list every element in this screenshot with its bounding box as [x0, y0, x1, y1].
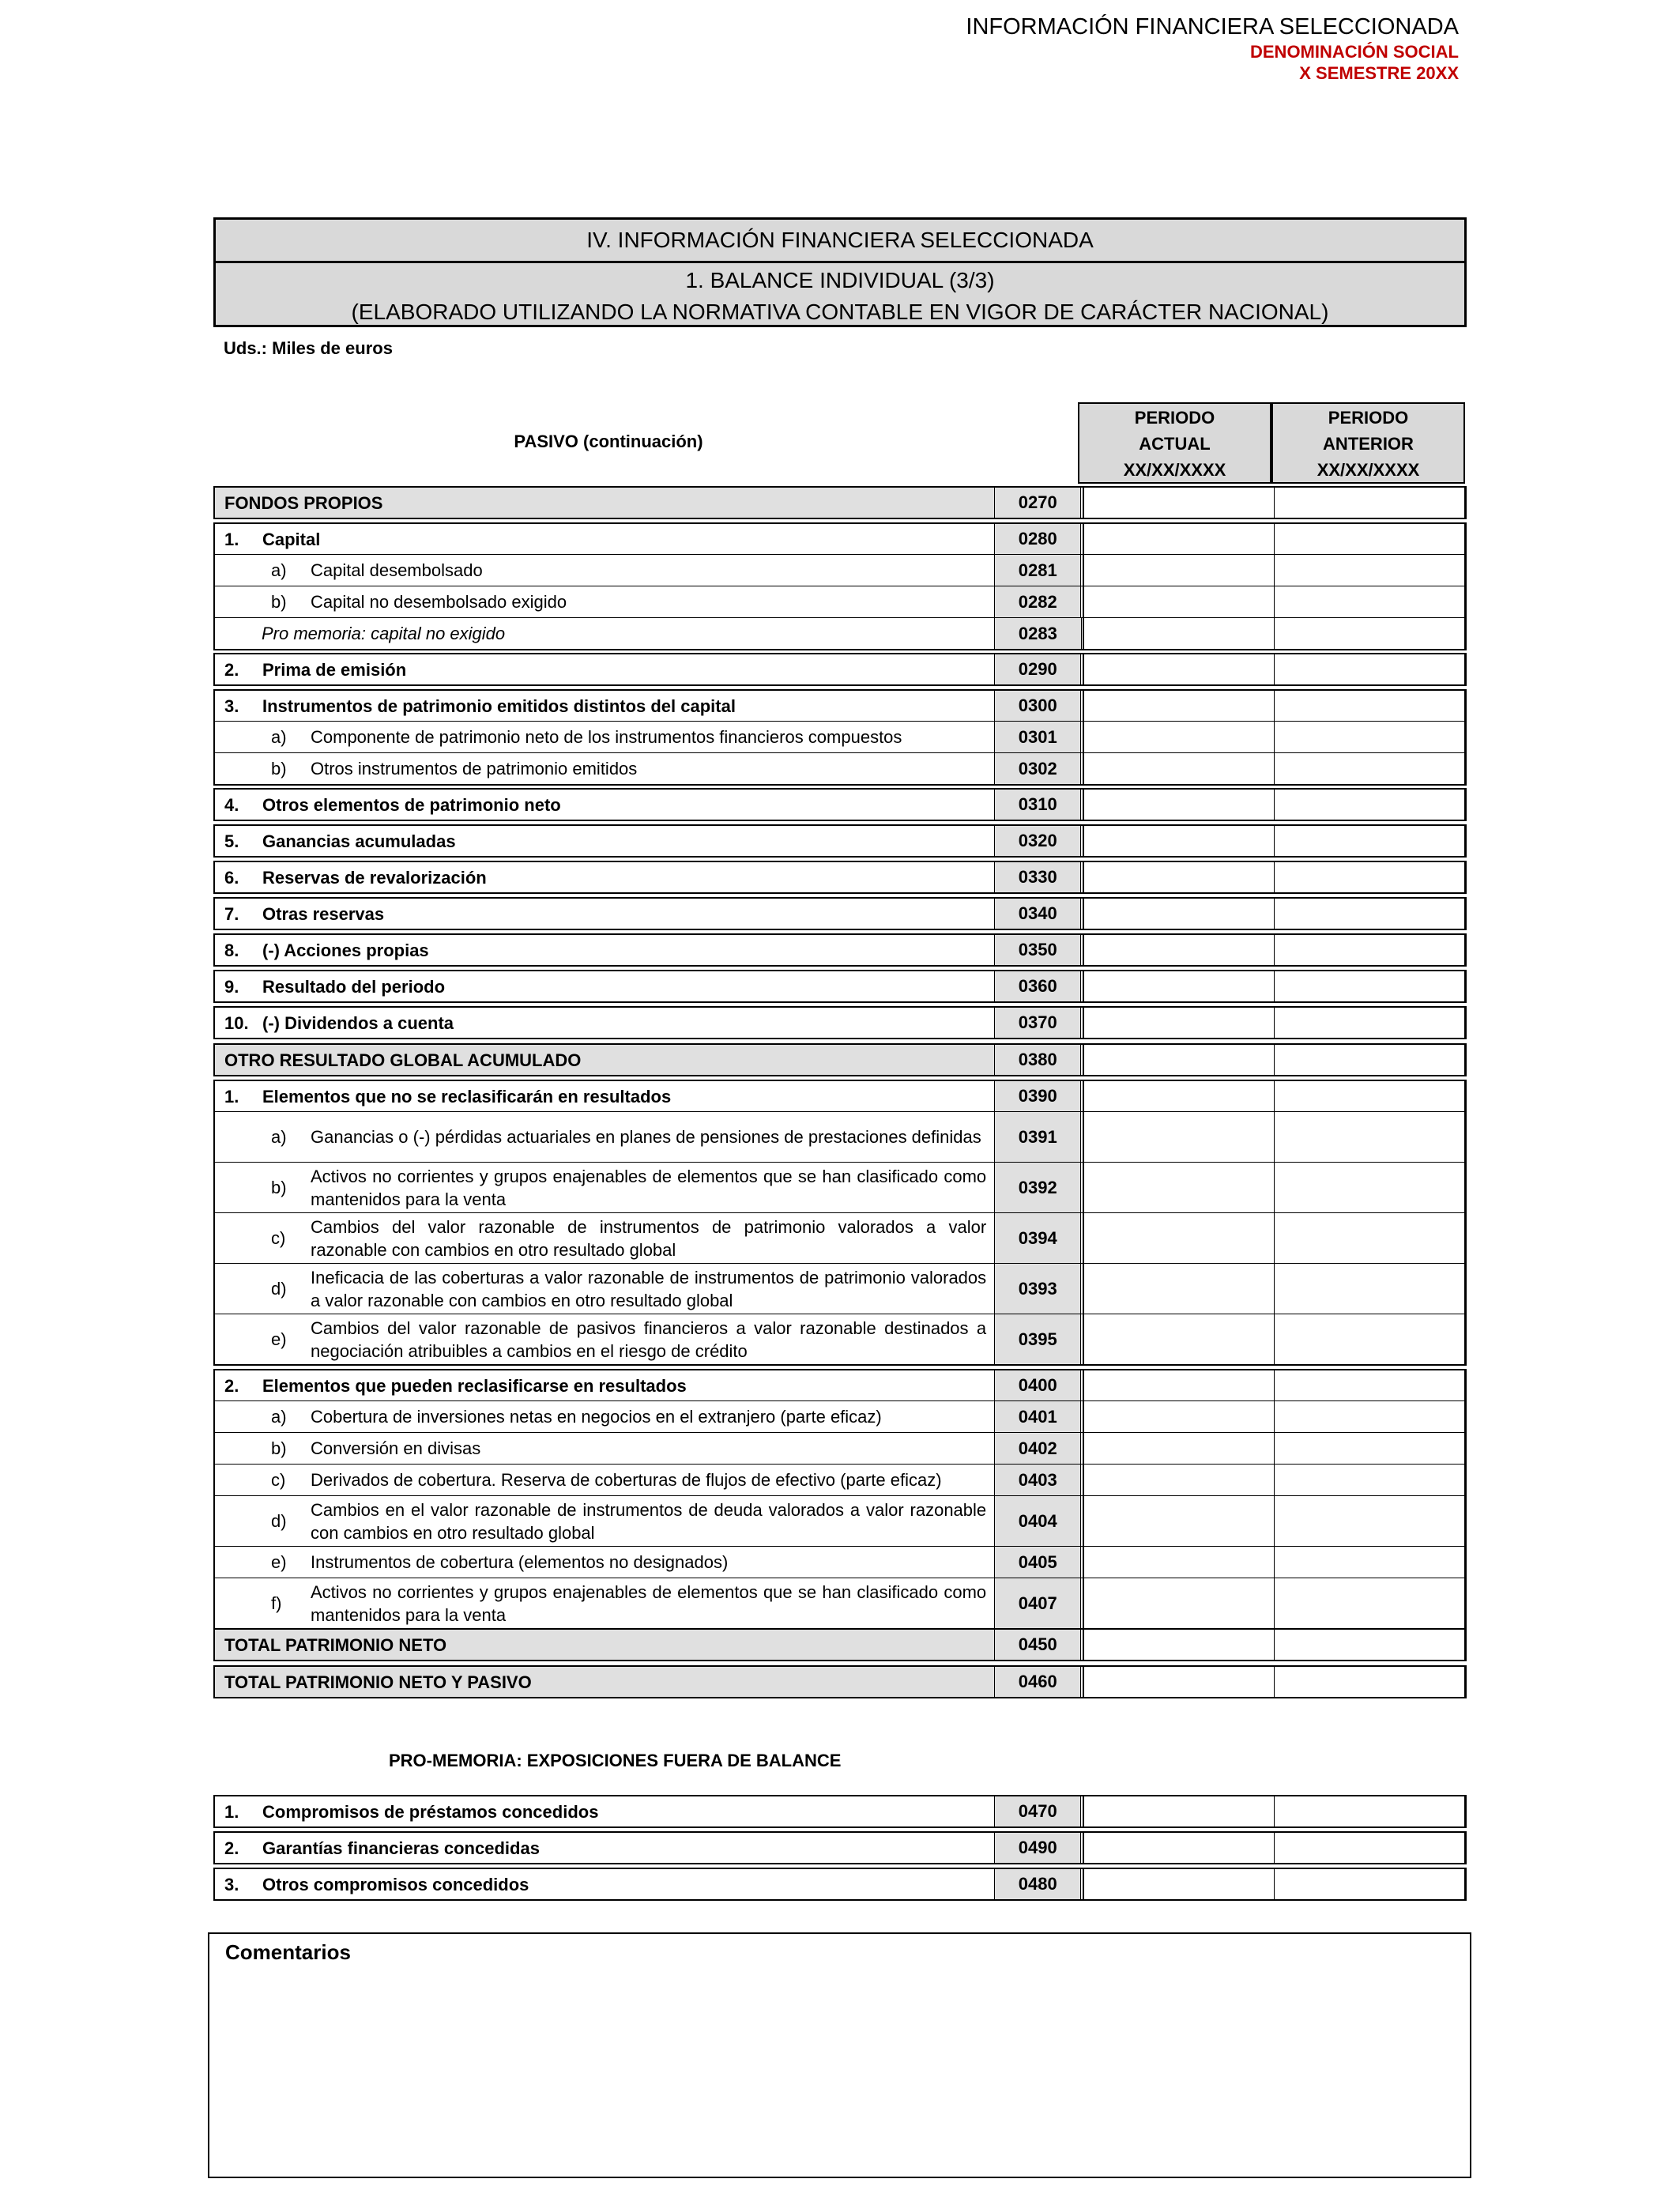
row-code: 0470: [994, 1796, 1081, 1826]
value-cell-anterior[interactable]: [1275, 862, 1465, 892]
table-row: [215, 721, 1465, 752]
table-group: [213, 897, 1467, 930]
row-code: 0401: [994, 1401, 1081, 1432]
value-cell-anterior[interactable]: [1275, 1869, 1465, 1899]
row-label-cell: [215, 1667, 994, 1697]
row-label-cell: [215, 790, 994, 820]
row-label-cell: [215, 654, 994, 684]
page-header: [966, 13, 1459, 84]
row-label: Activos no corrientes y grupos enajenables de elementos que se han clasificado como mantenidos para la venta: [311, 1166, 987, 1209]
row-label-cell: [215, 524, 994, 554]
table-row: [215, 554, 1465, 586]
section-label: PASIVO (continuación): [514, 432, 703, 451]
row-sub-letter: e): [271, 1552, 287, 1572]
value-cell-actual[interactable]: [1083, 1008, 1274, 1038]
row-label: Resultado del periodo: [262, 976, 446, 997]
value-cell-anterior[interactable]: [1275, 1314, 1465, 1364]
row-code: 0330: [994, 862, 1081, 892]
header-period: X SEMESTRE 20XX: [1299, 63, 1459, 83]
table-group: [213, 1628, 1467, 1661]
value-cell-actual[interactable]: [1083, 1370, 1274, 1400]
value-cell-actual[interactable]: [1083, 862, 1274, 892]
value-cell-anterior[interactable]: [1275, 1081, 1465, 1111]
row-label: Componente de patrimonio neto de los instrumentos financieros compuestos: [311, 727, 902, 747]
value-cell-actual[interactable]: [1083, 555, 1274, 586]
row-code: 0320: [994, 826, 1081, 856]
row-label: Cambios en el valor razonable de instrumentos de deuda valorados a valor razonable con cambios en otro resultado global: [311, 1499, 987, 1543]
table-row: [215, 1212, 1465, 1263]
table-row: [215, 1667, 1465, 1697]
value-cell-anterior[interactable]: [1275, 1401, 1465, 1432]
row-number: 10.: [224, 1012, 249, 1033]
form-title-line2: 1. BALANCE INDIVIDUAL (3/3): [685, 268, 995, 292]
row-code: 0300: [994, 691, 1081, 721]
value-cell-anterior[interactable]: [1275, 1045, 1465, 1075]
value-cell-actual[interactable]: [1083, 1314, 1274, 1364]
row-label: OTRO RESULTADO GLOBAL ACUMULADO: [224, 1050, 582, 1070]
table-row: [215, 1370, 1465, 1400]
row-label: Ganancias acumuladas: [262, 831, 456, 851]
row-sub-letter: e): [271, 1329, 287, 1349]
row-code: 0280: [994, 524, 1081, 554]
row-label: Otros elementos de patrimonio neto: [262, 794, 561, 815]
row-label: FONDOS PROPIOS: [224, 492, 383, 513]
row-label-cell: [215, 1869, 994, 1899]
value-cell-anterior[interactable]: [1275, 1264, 1465, 1314]
value-cell-actual[interactable]: [1083, 1112, 1274, 1162]
row-code: 0302: [994, 753, 1081, 784]
table-row: [215, 1111, 1465, 1162]
table-row: [215, 1833, 1465, 1863]
value-cell-actual[interactable]: [1083, 1796, 1274, 1826]
row-code: 0370: [994, 1008, 1081, 1038]
value-cell-actual[interactable]: [1083, 1578, 1274, 1628]
row-label: Instrumentos de cobertura (elementos no designados): [311, 1552, 729, 1572]
row-label-cell: [215, 1547, 994, 1578]
table-row: [215, 1578, 1465, 1628]
row-label: Ganancias o (-) pérdidas actuariales en planes de pensiones de prestaciones definidas: [311, 1127, 981, 1147]
row-label-cell: [215, 722, 994, 752]
value-cell-anterior[interactable]: [1275, 488, 1465, 518]
row-label-cell: [215, 1314, 994, 1364]
value-cell-anterior[interactable]: [1275, 1433, 1465, 1464]
row-label: Reservas de revalorización: [262, 867, 487, 888]
table-row: [215, 1546, 1465, 1578]
column-header-anterior-line: PERIODO: [1328, 408, 1409, 428]
form-title-sub: [216, 263, 1464, 328]
memo-title: PRO-MEMORIA: EXPOSICIONES FUERA DE BALANCE: [389, 1751, 842, 1770]
row-label-cell: [215, 826, 994, 856]
value-cell-actual[interactable]: [1083, 1045, 1274, 1075]
value-cell-actual[interactable]: [1083, 524, 1274, 554]
table-row: [215, 654, 1465, 684]
value-cell-actual[interactable]: [1083, 654, 1274, 684]
value-cell-anterior[interactable]: [1275, 1370, 1465, 1400]
row-code: 0281: [994, 555, 1081, 586]
row-label: Pro memoria: capital no exigido: [262, 624, 506, 643]
table-group: [213, 788, 1467, 821]
value-cell-actual[interactable]: [1083, 1433, 1274, 1464]
row-sub-letter: d): [271, 1511, 287, 1531]
value-cell-actual[interactable]: [1083, 1869, 1274, 1899]
table-row: [215, 1081, 1465, 1111]
value-cell-anterior[interactable]: [1275, 753, 1465, 784]
row-label-cell: [215, 1496, 994, 1546]
row-code: 0404: [994, 1496, 1081, 1546]
value-cell-actual[interactable]: [1083, 826, 1274, 856]
row-number: 1.: [224, 1086, 239, 1106]
value-cell-actual[interactable]: [1083, 899, 1274, 929]
column-header-anterior-line: ANTERIOR: [1323, 434, 1414, 454]
row-label-cell: [215, 1008, 994, 1038]
row-label-cell: [215, 1796, 994, 1826]
row-label: Capital: [262, 529, 321, 549]
row-number: 3.: [224, 696, 239, 716]
row-label-cell: [215, 1045, 994, 1075]
form-title-line3: (ELABORADO UTILIZANDO LA NORMATIVA CONTABLE EN VIGOR DE CARÁCTER NACIONAL): [351, 300, 1329, 324]
table-group: [213, 1080, 1467, 1366]
row-label-cell: [215, 1264, 994, 1314]
row-sub-letter: b): [271, 592, 287, 612]
table-group: [213, 653, 1467, 686]
table-row: [215, 862, 1465, 892]
value-cell-actual[interactable]: [1083, 1667, 1274, 1697]
row-code: 0360: [994, 971, 1081, 1001]
row-code: 0394: [994, 1213, 1081, 1263]
row-code: 0290: [994, 654, 1081, 684]
row-label-cell: [215, 618, 994, 649]
value-cell-anterior[interactable]: [1275, 1578, 1465, 1628]
table-row: [215, 826, 1465, 856]
row-code: 0460: [994, 1667, 1081, 1697]
row-code: 0395: [994, 1314, 1081, 1364]
row-sub-letter: f): [271, 1593, 282, 1613]
table-group: [213, 1868, 1467, 1901]
table-row: [215, 1045, 1465, 1075]
column-header-actual-line: PERIODO: [1134, 408, 1215, 428]
row-label-cell: [215, 586, 994, 617]
table-row: [215, 752, 1465, 784]
value-cell-anterior[interactable]: [1275, 555, 1465, 586]
row-label: Cobertura de inversiones netas en negocios en el extranjero (parte eficaz): [311, 1407, 882, 1427]
row-label-cell: [215, 899, 994, 929]
value-cell-actual[interactable]: [1083, 691, 1274, 721]
row-number: 5.: [224, 831, 239, 851]
row-label: Compromisos de préstamos concedidos: [262, 1801, 599, 1822]
row-label: Capital desembolsado: [311, 560, 483, 580]
form-title-box: [213, 217, 1467, 327]
value-cell-anterior[interactable]: [1275, 1008, 1465, 1038]
table-row: [215, 1400, 1465, 1432]
table-row: [215, 1314, 1465, 1364]
table-group: [213, 933, 1467, 967]
value-cell-anterior[interactable]: [1275, 790, 1465, 820]
row-sub-letter: b): [271, 1178, 287, 1197]
value-cell-actual[interactable]: [1083, 1213, 1274, 1263]
row-label-cell: [215, 935, 994, 965]
value-cell-actual[interactable]: [1083, 753, 1274, 784]
value-cell-anterior[interactable]: [1275, 1630, 1465, 1660]
table-group: [213, 861, 1467, 894]
value-cell-actual[interactable]: [1083, 790, 1274, 820]
table-row: [215, 899, 1465, 929]
row-code: 0340: [994, 899, 1081, 929]
table-group: [213, 1043, 1467, 1076]
value-cell-anterior[interactable]: [1275, 1112, 1465, 1162]
row-label-cell: [215, 1630, 994, 1660]
row-sub-letter: b): [271, 1438, 287, 1458]
value-cell-actual[interactable]: [1083, 971, 1274, 1001]
value-cell-actual[interactable]: [1083, 1081, 1274, 1111]
row-code: 0390: [994, 1081, 1081, 1111]
row-label-cell: [215, 1465, 994, 1495]
row-label-cell: [215, 1578, 994, 1628]
table-group: [213, 824, 1467, 858]
value-cell-anterior[interactable]: [1275, 971, 1465, 1001]
row-code: 0405: [994, 1547, 1081, 1578]
row-number: 4.: [224, 794, 239, 815]
row-code: 0450: [994, 1630, 1081, 1660]
row-code: 0490: [994, 1833, 1081, 1863]
row-sub-letter: c): [271, 1470, 286, 1490]
table-row: [215, 1630, 1465, 1660]
value-cell-anterior[interactable]: [1275, 691, 1465, 721]
row-code: 0407: [994, 1578, 1081, 1628]
row-sub-letter: a): [271, 1127, 287, 1147]
row-number: 3.: [224, 1874, 239, 1894]
row-label-cell: [215, 1370, 994, 1400]
value-cell-anterior[interactable]: [1275, 1796, 1465, 1826]
row-code: 0380: [994, 1045, 1081, 1075]
value-cell-anterior[interactable]: [1275, 1163, 1465, 1212]
table-group: [213, 1831, 1467, 1864]
table-row: [215, 1162, 1465, 1212]
row-label: TOTAL PATRIMONIO NETO: [224, 1634, 447, 1655]
row-label: Otros compromisos concedidos: [262, 1874, 529, 1894]
row-label: Ineficacia de las coberturas a valor razonable de instrumentos de patrimonio valorados a valor razonable con cambios en otro resultado global: [311, 1267, 987, 1310]
form-title-line1: IV. INFORMACIÓN FINANCIERA SELECCIONADA: [216, 220, 1464, 263]
value-cell-anterior[interactable]: [1275, 654, 1465, 684]
value-cell-anterior[interactable]: [1275, 586, 1465, 617]
value-cell-anterior[interactable]: [1275, 1667, 1465, 1697]
row-label: Otras reservas: [262, 903, 385, 924]
row-number: 8.: [224, 940, 239, 960]
table-group: [213, 486, 1467, 519]
comments-label: Comentarios: [225, 1940, 351, 1964]
value-cell-anterior[interactable]: [1275, 618, 1465, 649]
value-cell-anterior[interactable]: [1275, 524, 1465, 554]
table-group: [213, 1006, 1467, 1039]
row-label-cell: [215, 488, 994, 518]
value-cell-anterior[interactable]: [1275, 1496, 1465, 1546]
row-label-cell: [215, 971, 994, 1001]
value-cell-actual[interactable]: [1083, 1547, 1274, 1578]
row-label-cell: [215, 1081, 994, 1111]
value-cell-actual[interactable]: [1083, 1465, 1274, 1495]
row-code: 0310: [994, 790, 1081, 820]
column-header-actual-line: XX/XX/XXXX: [1123, 460, 1226, 480]
table-group: [213, 1665, 1467, 1698]
row-label-cell: [215, 555, 994, 586]
row-sub-letter: d): [271, 1279, 287, 1299]
value-cell-actual[interactable]: [1083, 1264, 1274, 1314]
row-label: (-) Acciones propias: [262, 940, 429, 960]
table-row: [215, 1008, 1465, 1038]
value-cell-anterior[interactable]: [1275, 1547, 1465, 1578]
value-cell-actual[interactable]: [1083, 488, 1274, 518]
table-row: [215, 935, 1465, 965]
row-number: 6.: [224, 867, 239, 888]
header-company: DENOMINACIÓN SOCIAL: [1250, 42, 1459, 62]
table-row: [215, 1432, 1465, 1464]
row-number: 9.: [224, 976, 239, 997]
row-label-cell: [215, 1833, 994, 1863]
value-cell-anterior[interactable]: [1275, 722, 1465, 752]
table-row: [215, 1869, 1465, 1899]
table-row: [215, 1495, 1465, 1546]
row-code: 0270: [994, 488, 1081, 518]
value-cell-anterior[interactable]: [1275, 899, 1465, 929]
table-row: [215, 1464, 1465, 1495]
value-cell-anterior[interactable]: [1275, 1465, 1465, 1495]
table-row: [215, 586, 1465, 617]
header-title: INFORMACIÓN FINANCIERA SELECCIONADA: [966, 14, 1459, 40]
row-code: 0283: [994, 618, 1081, 649]
row-number: 1.: [224, 529, 239, 549]
row-label: (-) Dividendos a cuenta: [262, 1012, 454, 1033]
row-code: 0392: [994, 1163, 1081, 1212]
row-label: Capital no desembolsado exigido: [311, 592, 567, 612]
row-code: 0400: [994, 1370, 1081, 1400]
row-label: Conversión en divisas: [311, 1438, 481, 1458]
table-group: [213, 1369, 1467, 1630]
table-group: [213, 522, 1467, 650]
row-label: Elementos que pueden reclasificarse en resultados: [262, 1375, 687, 1396]
row-code: 0403: [994, 1465, 1081, 1495]
row-label-cell: [215, 691, 994, 721]
row-label: Derivados de cobertura. Reserva de coberturas de flujos de efectivo (parte eficaz): [311, 1470, 942, 1490]
table-group: [213, 689, 1467, 786]
value-cell-anterior[interactable]: [1275, 935, 1465, 965]
value-cell-actual[interactable]: [1083, 722, 1274, 752]
row-code: 0393: [994, 1264, 1081, 1314]
value-cell-actual[interactable]: [1083, 618, 1274, 649]
row-code: 0391: [994, 1112, 1081, 1162]
value-cell-actual[interactable]: [1083, 1630, 1274, 1660]
row-code: 0480: [994, 1869, 1081, 1899]
row-label: Cambios del valor razonable de pasivos financieros a valor razonable destinados a negociación atribuibles a cambios en el riesgo de crédito: [311, 1318, 987, 1361]
row-label-cell: [215, 1112, 994, 1162]
row-code: 0282: [994, 586, 1081, 617]
row-sub-letter: c): [271, 1228, 286, 1248]
table-row: [215, 691, 1465, 721]
column-header-actual-line: ACTUAL: [1139, 434, 1211, 454]
row-sub-letter: a): [271, 1407, 287, 1427]
table-group: [213, 970, 1467, 1003]
table-row: [215, 524, 1465, 554]
units-label: Uds.: Miles de euros: [224, 338, 393, 358]
value-cell-anterior[interactable]: [1275, 1213, 1465, 1263]
value-cell-anterior[interactable]: [1275, 1833, 1465, 1863]
value-cell-actual[interactable]: [1083, 1833, 1274, 1863]
row-label: Activos no corrientes y grupos enajenables de elementos que se han clasificado como mantenidos para la venta: [311, 1581, 987, 1625]
row-label: Cambios del valor razonable de instrumentos de patrimonio valorados a valor razonable con cambios en otro resultado global: [311, 1216, 987, 1260]
row-label-cell: [215, 753, 994, 784]
column-header-anterior: [1271, 402, 1465, 484]
row-sub-letter: a): [271, 727, 287, 747]
row-label-cell: [215, 1213, 994, 1263]
value-cell-actual[interactable]: [1083, 1401, 1274, 1432]
comments-box[interactable]: [208, 1932, 1471, 2178]
table-row: [215, 1263, 1465, 1314]
value-cell-actual[interactable]: [1083, 1496, 1274, 1546]
value-cell-actual[interactable]: [1083, 1163, 1274, 1212]
row-label: Prima de emisión: [262, 659, 407, 680]
row-number: 7.: [224, 903, 239, 924]
row-label: TOTAL PATRIMONIO NETO Y PASIVO: [224, 1672, 532, 1692]
value-cell-actual[interactable]: [1083, 935, 1274, 965]
row-label: Instrumentos de patrimonio emitidos distintos del capital: [262, 696, 736, 716]
value-cell-actual[interactable]: [1083, 586, 1274, 617]
row-code: 0350: [994, 935, 1081, 965]
row-number: 2.: [224, 1838, 239, 1858]
row-label-cell: [215, 1433, 994, 1464]
row-code: 0301: [994, 722, 1081, 752]
table-row: [215, 1796, 1465, 1826]
column-header-anterior-line: XX/XX/XXXX: [1317, 460, 1420, 480]
row-label-cell: [215, 1163, 994, 1212]
row-number: 2.: [224, 1375, 239, 1396]
row-label-cell: [215, 862, 994, 892]
row-code: 0402: [994, 1433, 1081, 1464]
value-cell-anterior[interactable]: [1275, 826, 1465, 856]
column-header-actual: [1078, 402, 1271, 484]
row-sub-letter: a): [271, 560, 287, 580]
row-number: 1.: [224, 1801, 239, 1822]
row-label-cell: [215, 1401, 994, 1432]
row-sub-letter: b): [271, 759, 287, 778]
table-row: [215, 488, 1465, 518]
row-label: Garantías financieras concedidas: [262, 1838, 540, 1858]
row-number: 2.: [224, 659, 239, 680]
row-label: Otros instrumentos de patrimonio emitidos: [311, 759, 638, 778]
table-row: [215, 790, 1465, 820]
table-row: [215, 971, 1465, 1001]
table-row: [215, 617, 1465, 649]
row-label: Elementos que no se reclasificarán en resultados: [262, 1086, 672, 1106]
table-group: [213, 1795, 1467, 1828]
